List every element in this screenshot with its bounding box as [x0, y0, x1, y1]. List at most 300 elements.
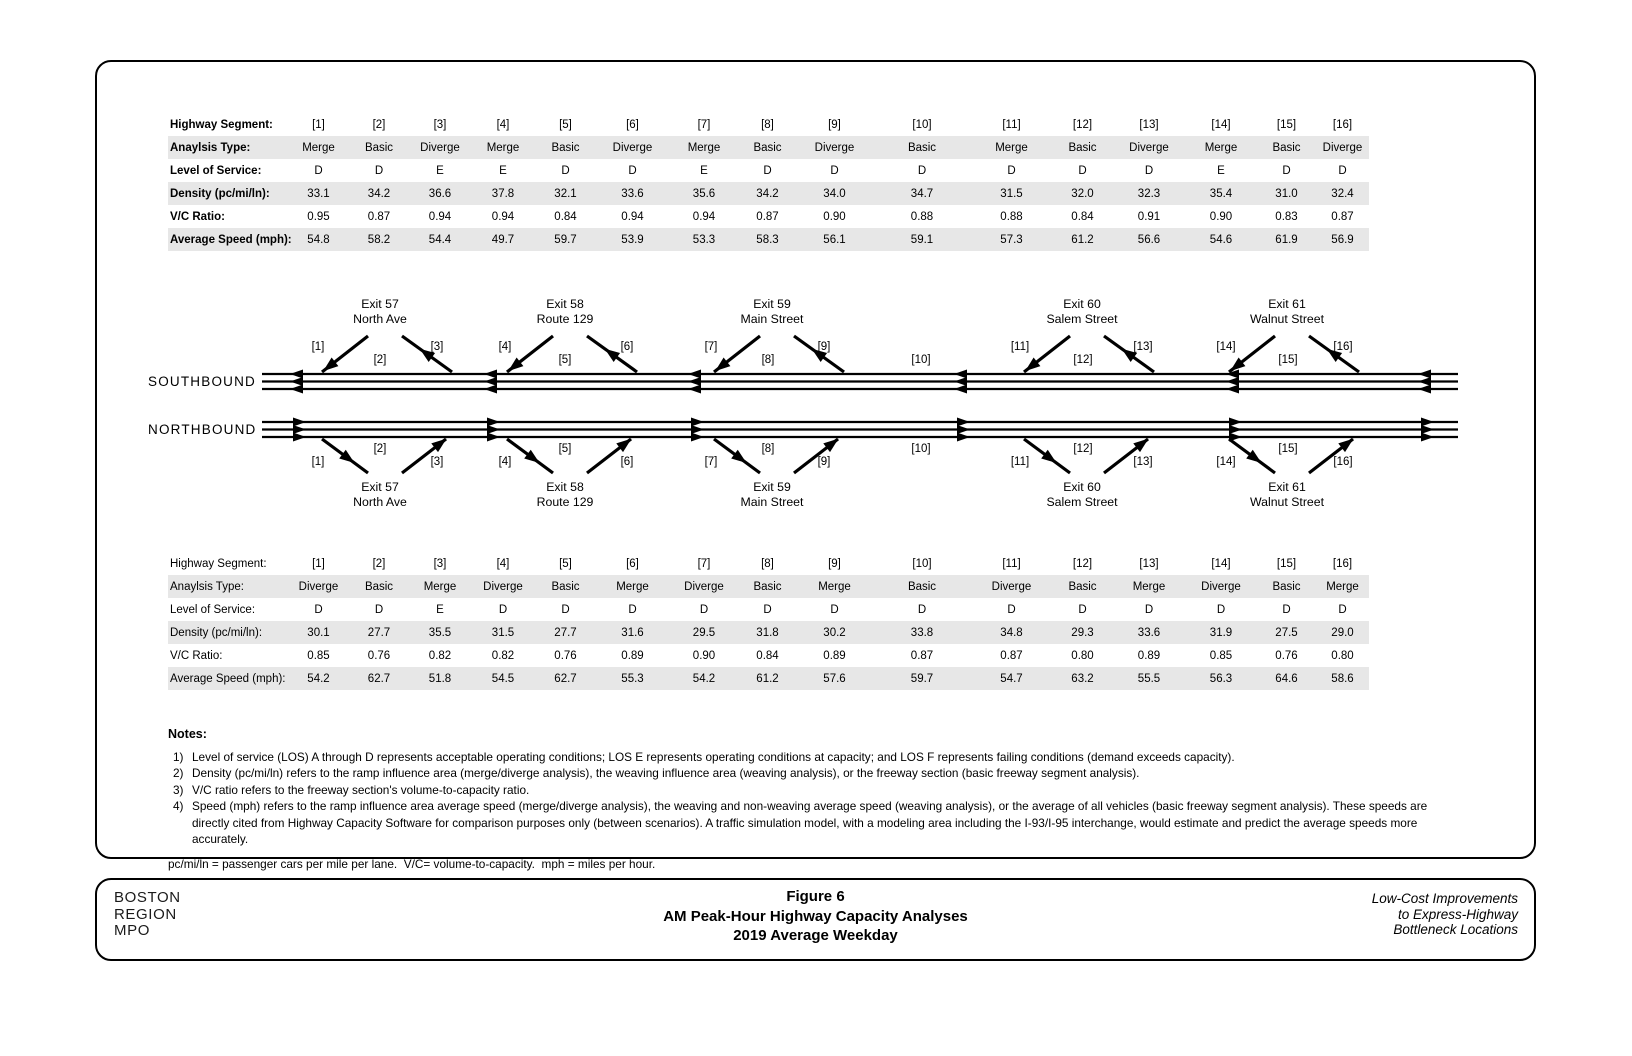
- table-cell: [9]: [828, 557, 841, 570]
- table-cell: 0.76: [1275, 649, 1298, 662]
- table-cell: [16]: [1332, 118, 1353, 131]
- table-cell: Diverge: [684, 580, 724, 593]
- table-cell: Merge: [818, 580, 851, 593]
- table-cell: Merge: [423, 580, 457, 593]
- northbound-direction-arrow: [957, 425, 970, 434]
- table-cell: 35.6: [692, 187, 716, 200]
- table-cell: D: [763, 603, 772, 616]
- row-label: Highway Segment:: [170, 118, 273, 131]
- table-cell: 54.8: [307, 233, 330, 246]
- exit-street-label: Route 129: [536, 312, 594, 326]
- table-cell: 56.6: [1137, 233, 1161, 246]
- table-cell: [11]: [1002, 557, 1021, 570]
- table-cell: 0.87: [367, 210, 391, 223]
- row-label: Level of Service:: [170, 603, 256, 616]
- table-cell: [4]: [496, 118, 510, 131]
- exit-number-label: Exit 60: [1063, 480, 1101, 494]
- row-label: V/C Ratio:: [170, 649, 223, 662]
- org-line: BOSTON: [114, 889, 181, 906]
- table-cell: 57.3: [1000, 233, 1023, 246]
- exit-number-label: Exit 59: [753, 297, 791, 311]
- table-cell: Diverge: [1201, 580, 1241, 593]
- northbound-direction-arrow: [1421, 418, 1434, 427]
- table-cell: [15]: [1276, 557, 1297, 570]
- exit-number-label: Exit 58: [546, 480, 584, 494]
- table-cell: D: [498, 603, 508, 616]
- note-item: 1) Level of service (LOS) A through D represents acceptable operating conditions; LOS E represents operating conditions at capacity; and LOS F represents failing conditions (demand exceeds capacity).: [173, 749, 1235, 764]
- exit-number-label: Exit 57: [361, 480, 399, 494]
- table-cell: 32.4: [1331, 187, 1354, 200]
- table-cell: D: [1078, 164, 1087, 177]
- northbound-direction-arrow: [487, 418, 500, 427]
- northbound-direction-arrow: [293, 425, 306, 434]
- segment-label-northbound: [12]: [1073, 443, 1093, 455]
- table-cell: Basic: [551, 580, 580, 593]
- table-cell: 58.2: [367, 233, 391, 246]
- figure-title: AM Peak-Hour Highway Capacity Analyses: [663, 907, 968, 925]
- table-cell: [5]: [559, 557, 572, 570]
- table-cell: D: [1282, 164, 1291, 177]
- table-cell: Basic: [1272, 141, 1301, 154]
- southbound-direction-arrow: [484, 370, 497, 379]
- segment-label-northbound: [9]: [817, 456, 831, 468]
- exit-street-label: Walnut Street: [1249, 312, 1325, 326]
- exit-number-label: Exit 59: [753, 480, 791, 494]
- table-cell: 33.1: [307, 187, 330, 200]
- table-cell: 49.7: [491, 233, 515, 246]
- row-label: Highway Segment:: [170, 557, 267, 570]
- northbound-direction-arrow: [1421, 425, 1434, 434]
- table-cell: 0.94: [491, 210, 515, 223]
- table-cell: 61.2: [1071, 233, 1094, 246]
- table-cell: 63.2: [1071, 672, 1094, 685]
- table-cell: [14]: [1211, 118, 1231, 131]
- table-cell: [8]: [761, 118, 774, 131]
- table-cell: E: [1217, 164, 1225, 177]
- table-cell: Basic: [364, 580, 394, 593]
- row-label: Average Speed (mph):: [170, 233, 292, 246]
- table-cell: 0.89: [1137, 649, 1161, 662]
- table-row: [168, 159, 1369, 182]
- table-cell: 31.6: [621, 626, 644, 639]
- table-cell: Merge: [995, 141, 1028, 154]
- table-cell: Basic: [907, 141, 937, 154]
- segment-label-southbound: [7]: [704, 341, 718, 353]
- table-cell: 0.87: [910, 649, 934, 662]
- table-cell: D: [1078, 603, 1087, 616]
- segment-label-southbound: [12]: [1073, 354, 1093, 366]
- exit-street-label: Main Street: [740, 312, 804, 326]
- northbound-direction-arrow: [957, 433, 970, 442]
- table-cell: 58.6: [1331, 672, 1354, 685]
- note-number: 1): [173, 749, 184, 764]
- table-cell: D: [628, 603, 637, 616]
- table-cell: 29.5: [692, 626, 716, 639]
- table-cell: D: [374, 164, 384, 177]
- segment-label-southbound: [4]: [498, 341, 512, 353]
- exit-number-label: Exit 60: [1063, 297, 1101, 311]
- table-cell: 0.80: [1071, 649, 1094, 662]
- row-label: V/C Ratio:: [170, 210, 225, 223]
- table-cell: 54.7: [1000, 672, 1023, 685]
- table-cell: Diverge: [991, 580, 1032, 593]
- exit-number-label: Exit 61: [1268, 480, 1306, 494]
- table-cell: Basic: [551, 141, 580, 154]
- southbound-direction-arrow: [1226, 385, 1239, 394]
- southbound-direction-arrow: [1418, 377, 1431, 386]
- table-cell: 51.8: [428, 672, 452, 685]
- table-cell: Basic: [753, 141, 782, 154]
- table-cell: [8]: [761, 557, 774, 570]
- table-cell: 0.84: [1071, 210, 1094, 223]
- table-cell: [7]: [697, 118, 711, 131]
- table-cell: [2]: [372, 118, 386, 131]
- table-cell: D: [830, 164, 839, 177]
- table-cell: 0.85: [307, 649, 330, 662]
- northbound-label: NORTHBOUND: [148, 422, 257, 437]
- exit-street-label: Main Street: [740, 495, 804, 509]
- table-row: [168, 621, 1369, 644]
- table-cell: [10]: [912, 118, 932, 131]
- northbound-direction-arrow: [487, 425, 500, 434]
- table-row: [168, 598, 1369, 621]
- northbound-direction-arrow: [1421, 433, 1434, 442]
- table-row: [168, 113, 1369, 136]
- table-cell: 0.95: [307, 210, 330, 223]
- table-cell: 35.4: [1209, 187, 1233, 200]
- table-cell: 30.1: [307, 626, 330, 639]
- northbound-direction-arrow: [487, 433, 500, 442]
- table-cell: 31.0: [1275, 187, 1298, 200]
- table-row: [168, 205, 1369, 228]
- table-cell: 0.91: [1137, 210, 1161, 223]
- segment-label-northbound: [15]: [1278, 443, 1298, 455]
- southbound-direction-arrow: [688, 385, 701, 394]
- table-cell: D: [1007, 603, 1016, 616]
- note-item: 4) Speed (mph) refers to the ramp influence area average speed (merge/diverge analysis), the weaving and non-weaving average speed (weaving analysis), or the average of all vehicles (basic freeway segment analysis). These speeds are directly cited from Highway Capacity Software for comparison purposes only (between scenarios). A traffic simulation model, with a modeling area including the I-93/I-95 interchange, would estimate and predict the average speeds more accurately.: [173, 799, 1428, 846]
- table-cell: [13]: [1139, 557, 1159, 570]
- table-cell: 0.94: [428, 210, 452, 223]
- footer-banner: [95, 878, 1536, 961]
- table-cell: Basic: [907, 580, 937, 593]
- table-cell: 31.8: [756, 626, 779, 639]
- table-row: [168, 136, 1369, 159]
- table-cell: E: [499, 164, 507, 177]
- table-cell: 56.3: [1209, 672, 1233, 685]
- table-cell: 29.0: [1331, 626, 1354, 639]
- table-cell: 0.89: [621, 649, 644, 662]
- notes-footnote: pc/mi/ln = passenger cars per mile per lane. V/C= volume-to-capacity. mph = miles per hour.: [168, 856, 656, 871]
- table-cell: Merge: [1326, 580, 1359, 593]
- table-cell: E: [700, 164, 708, 177]
- table-cell: 54.2: [692, 672, 716, 685]
- southbound-direction-arrow: [954, 370, 967, 379]
- table-cell: 0.90: [823, 210, 846, 223]
- segment-label-northbound: [13]: [1133, 456, 1153, 468]
- note-number: 3): [173, 782, 184, 797]
- notes-section: [168, 726, 1460, 872]
- figure-subtitle: 2019 Average Weekday: [733, 927, 898, 944]
- table-cell: Diverge: [1322, 141, 1363, 154]
- segment-label-southbound: [2]: [373, 354, 387, 366]
- table-cell: 31.5: [491, 626, 515, 639]
- exit-number-label: Exit 58: [546, 297, 584, 311]
- table-cell: Merge: [1132, 580, 1166, 593]
- table-cell: 29.3: [1071, 626, 1094, 639]
- table-cell: 56.9: [1331, 233, 1354, 246]
- southbound-direction-arrow: [290, 385, 303, 394]
- table-cell: 0.80: [1331, 649, 1354, 662]
- table-cell: [12]: [1072, 118, 1093, 131]
- southbound-data-table: [168, 113, 1369, 251]
- segment-label-northbound: [7]: [704, 456, 718, 468]
- table-cell: 0.85: [1209, 649, 1233, 662]
- segment-label-southbound: [16]: [1333, 341, 1353, 353]
- table-cell: 59.1: [910, 233, 934, 246]
- southbound-direction-arrow: [688, 370, 701, 379]
- table-cell: [1]: [312, 118, 325, 131]
- southbound-direction-arrow: [484, 377, 497, 386]
- table-row: [168, 667, 1369, 690]
- southbound-direction-arrow: [290, 377, 303, 386]
- segment-label-northbound: [10]: [911, 443, 931, 455]
- row-label: Density (pc/mi/ln):: [170, 626, 263, 639]
- table-cell: 0.88: [1000, 210, 1023, 223]
- southbound-direction-arrow: [1418, 385, 1431, 394]
- northbound-direction-arrow: [957, 418, 970, 427]
- table-cell: 56.1: [823, 233, 846, 246]
- table-cell: [9]: [828, 118, 841, 131]
- figure-number: Figure 6: [786, 888, 845, 905]
- table-cell: D: [1144, 603, 1154, 616]
- table-cell: 54.6: [1209, 233, 1233, 246]
- segment-label-northbound: [2]: [373, 443, 387, 455]
- table-cell: 54.4: [428, 233, 452, 246]
- table-cell: 34.8: [1000, 626, 1023, 639]
- table-row: [168, 182, 1369, 205]
- northbound-direction-arrow: [691, 425, 704, 434]
- table-cell: 0.87: [756, 210, 779, 223]
- table-cell: Merge: [302, 141, 335, 154]
- table-row: [168, 552, 1369, 575]
- table-cell: 34.7: [910, 187, 934, 200]
- southbound-label: SOUTHBOUND: [148, 374, 257, 389]
- table-cell: D: [917, 164, 927, 177]
- northbound-direction-arrow: [691, 433, 704, 442]
- table-cell: [15]: [1276, 118, 1297, 131]
- table-cell: D: [628, 164, 637, 177]
- table-cell: Diverge: [483, 580, 523, 593]
- segment-label-southbound: [3]: [430, 341, 444, 353]
- segment-label-southbound: [11]: [1010, 341, 1030, 353]
- notes-list: [168, 749, 1460, 848]
- segment-label-southbound: [9]: [817, 341, 831, 353]
- table-cell: [3]: [433, 557, 447, 570]
- northbound-direction-arrow: [1229, 418, 1242, 427]
- table-cell: 32.3: [1137, 187, 1161, 200]
- segment-label-southbound: [8]: [761, 354, 775, 366]
- table-cell: [3]: [433, 118, 447, 131]
- table-row: [168, 228, 1369, 251]
- segment-label-northbound: [8]: [761, 443, 775, 455]
- exit-street-label: Salem Street: [1046, 495, 1118, 509]
- segment-label-southbound: [13]: [1133, 341, 1153, 353]
- table-cell: [12]: [1072, 557, 1093, 570]
- table-cell: [11]: [1002, 118, 1021, 131]
- table-cell: Basic: [753, 580, 782, 593]
- northbound-direction-arrow: [691, 418, 704, 427]
- northbound-direction-arrow: [1229, 425, 1242, 434]
- row-label: Anaylsis Type:: [170, 580, 244, 593]
- segment-label-northbound: [6]: [620, 456, 634, 468]
- table-cell: 0.82: [491, 649, 515, 662]
- table-cell: [14]: [1211, 557, 1231, 570]
- table-cell: 0.83: [1275, 210, 1298, 223]
- table-cell: Diverge: [814, 141, 855, 154]
- table-cell: 0.87: [1000, 649, 1023, 662]
- table-cell: D: [314, 164, 323, 177]
- table-cell: D: [763, 164, 772, 177]
- segment-label-southbound: [5]: [558, 354, 572, 366]
- figure-title-block: [97, 887, 1534, 946]
- table-cell: D: [1007, 164, 1016, 177]
- table-cell: D: [830, 603, 839, 616]
- table-cell: [2]: [372, 557, 386, 570]
- southbound-direction-arrow: [954, 385, 967, 394]
- table-cell: 62.7: [554, 672, 577, 685]
- table-cell: 54.5: [491, 672, 515, 685]
- exit-number-label: Exit 57: [361, 297, 399, 311]
- table-cell: Diverge: [420, 141, 460, 154]
- table-cell: [4]: [496, 557, 510, 570]
- northbound-direction-arrow: [293, 418, 306, 427]
- exit-street-label: Route 129: [536, 495, 594, 509]
- table-cell: [6]: [626, 118, 639, 131]
- table-cell: 32.1: [554, 187, 577, 200]
- table-cell: 31.9: [1209, 626, 1233, 639]
- highway-diagram: [140, 292, 1480, 527]
- segment-label-northbound: [14]: [1216, 456, 1236, 468]
- table-cell: Merge: [616, 580, 649, 593]
- segment-label-northbound: [5]: [558, 443, 572, 455]
- table-cell: D: [561, 603, 570, 616]
- table-cell: 0.90: [692, 649, 716, 662]
- row-label: Average Speed (mph):: [170, 672, 286, 685]
- table-cell: Merge: [486, 141, 520, 154]
- table-cell: 0.94: [692, 210, 716, 223]
- table-cell: 34.2: [756, 187, 779, 200]
- segment-label-southbound: [10]: [911, 354, 931, 366]
- table-cell: 55.5: [1137, 672, 1161, 685]
- table-cell: 33.6: [621, 187, 644, 200]
- table-cell: Diverge: [298, 580, 339, 593]
- table-cell: 61.9: [1275, 233, 1298, 246]
- table-cell: 0.84: [756, 649, 779, 662]
- exit-street-label: North Ave: [353, 312, 407, 326]
- table-cell: [5]: [559, 118, 572, 131]
- table-cell: D: [314, 603, 323, 616]
- table-cell: D: [1338, 603, 1347, 616]
- segment-label-northbound: [11]: [1010, 456, 1030, 468]
- table-cell: Merge: [687, 141, 721, 154]
- table-cell: D: [1282, 603, 1291, 616]
- table-cell: D: [1216, 603, 1226, 616]
- northbound-direction-arrow: [293, 433, 306, 442]
- segment-label-southbound: [15]: [1278, 354, 1298, 366]
- table-cell: 31.5: [1000, 187, 1023, 200]
- exit-number-label: Exit 61: [1268, 297, 1306, 311]
- segment-label-northbound: [16]: [1333, 456, 1353, 468]
- table-row: [168, 575, 1369, 598]
- report-title-line: to Express-Highway: [1397, 906, 1518, 922]
- segment-label-northbound: [3]: [430, 456, 444, 468]
- table-cell: D: [1144, 164, 1154, 177]
- exit-street-label: North Ave: [353, 495, 407, 509]
- table-cell: E: [436, 603, 444, 616]
- table-cell: 34.0: [823, 187, 846, 200]
- table-cell: Diverge: [612, 141, 653, 154]
- northbound-data-table: [168, 552, 1369, 690]
- table-cell: 34.2: [367, 187, 391, 200]
- southbound-direction-arrow: [688, 377, 701, 386]
- table-cell: [1]: [312, 557, 325, 570]
- exit-street-label: Salem Street: [1046, 312, 1118, 326]
- table-row: [168, 644, 1369, 667]
- note-item: 3) V/C ratio refers to the freeway section's volume-to-capacity ratio.: [173, 782, 530, 797]
- notes-heading: Notes:: [168, 727, 207, 741]
- table-cell: 33.8: [910, 626, 934, 639]
- table-cell: 27.7: [367, 626, 391, 639]
- table-cell: D: [917, 603, 927, 616]
- table-cell: 58.3: [756, 233, 779, 246]
- table-cell: 62.7: [367, 672, 391, 685]
- table-cell: [6]: [626, 557, 639, 570]
- table-cell: D: [1338, 164, 1347, 177]
- table-cell: [7]: [697, 557, 711, 570]
- report-title-text: [1372, 891, 1518, 938]
- table-cell: 61.2: [756, 672, 779, 685]
- table-cell: [13]: [1139, 118, 1159, 131]
- table-cell: 0.76: [554, 649, 577, 662]
- table-cell: 0.90: [1209, 210, 1233, 223]
- table-cell: 0.89: [823, 649, 846, 662]
- row-label: Anaylsis Type:: [170, 141, 251, 154]
- table-cell: [16]: [1332, 557, 1353, 570]
- table-cell: Basic: [1068, 580, 1097, 593]
- table-cell: 0.82: [428, 649, 452, 662]
- table-cell: 53.3: [692, 233, 716, 246]
- table-cell: Basic: [1272, 580, 1301, 593]
- report-title-line: Bottleneck Locations: [1393, 922, 1518, 937]
- table-cell: 30.2: [823, 626, 846, 639]
- table-cell: 57.6: [823, 672, 846, 685]
- southbound-direction-arrow: [484, 385, 497, 394]
- note-item: 2) Density (pc/mi/ln) refers to the ramp influence area (merge/diverge analysis), the weaving influence area (weaving analysis), or the freeway section (basic freeway segment analysis).: [173, 766, 1140, 780]
- southbound-direction-arrow: [1226, 377, 1239, 386]
- row-label: Density (pc/mi/ln):: [170, 187, 270, 200]
- segment-label-northbound: [1]: [311, 456, 325, 468]
- segment-label-northbound: [4]: [498, 456, 512, 468]
- table-cell: Diverge: [1129, 141, 1169, 154]
- table-cell: 27.7: [554, 626, 577, 639]
- table-cell: D: [699, 603, 709, 616]
- table-cell: 32.0: [1071, 187, 1094, 200]
- table-cell: 0.76: [367, 649, 391, 662]
- table-cell: 36.6: [428, 187, 452, 200]
- table-cell: Basic: [1068, 141, 1097, 154]
- table-cell: D: [561, 164, 570, 177]
- table-cell: Basic: [364, 141, 394, 154]
